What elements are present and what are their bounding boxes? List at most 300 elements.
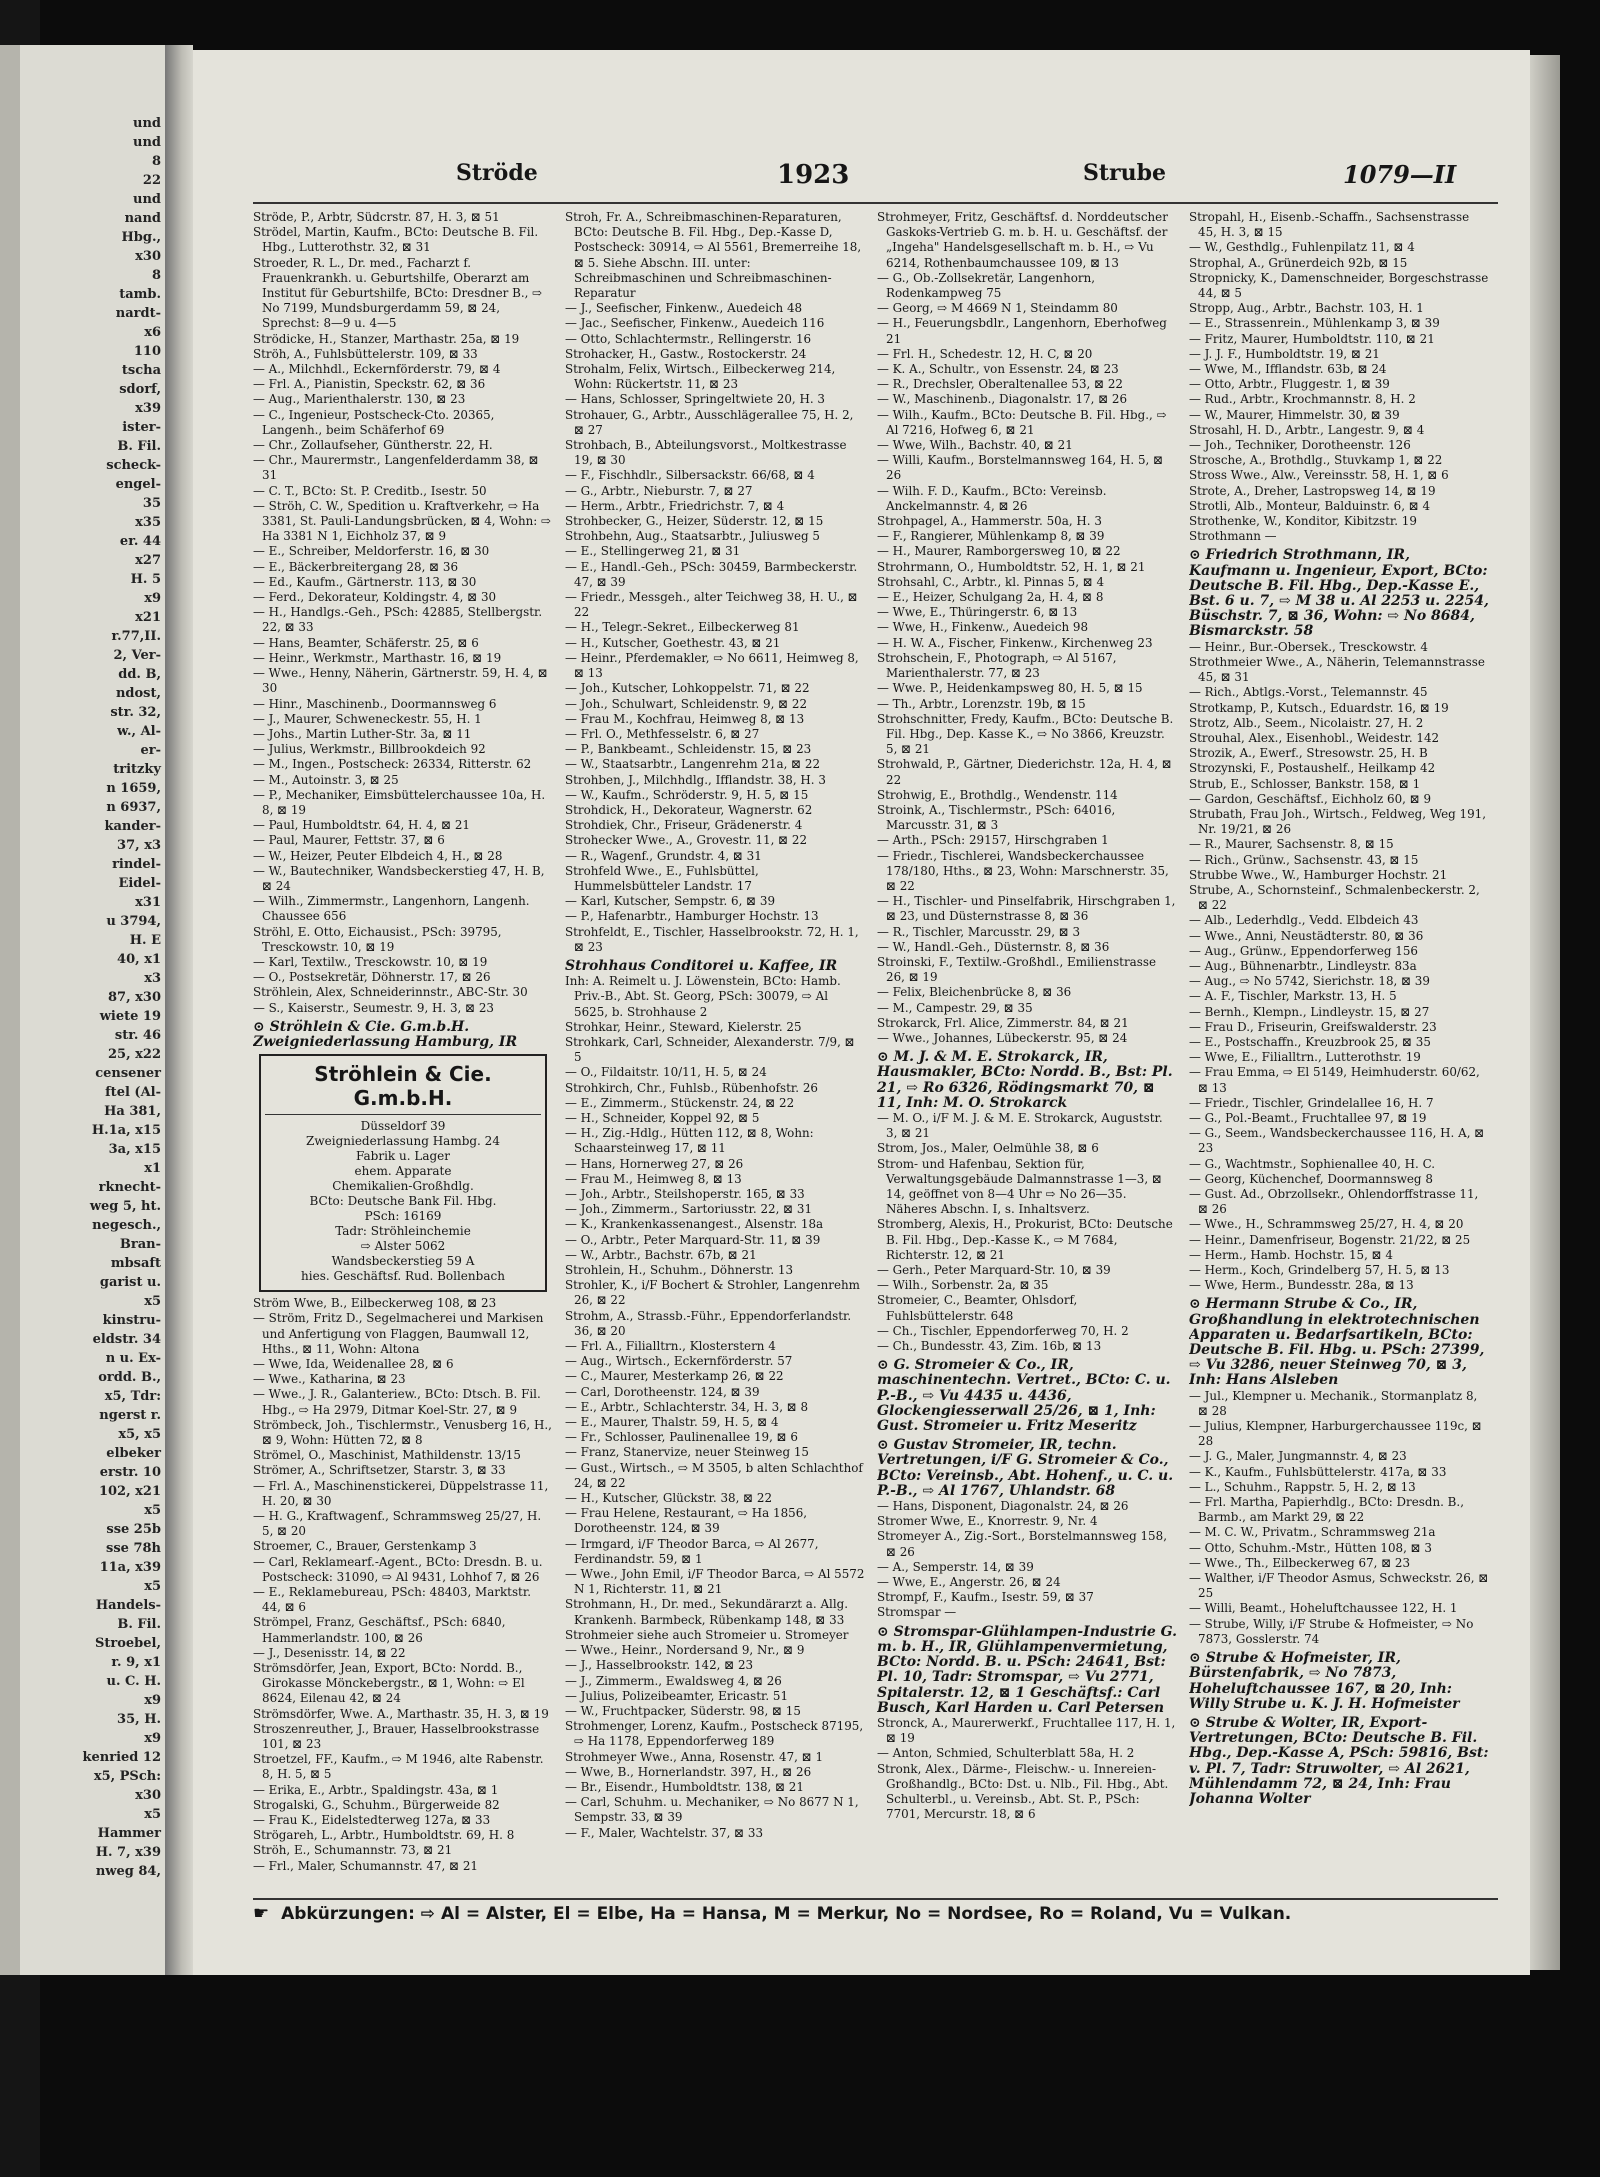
header-rule: [253, 202, 1498, 204]
directory-entry: — E., Schreiber, Meldorferstr. 16, ⊠ 30: [253, 544, 490, 559]
directory-entry: — Heinr., Werkmstr., Marthastr. 16, ⊠ 19: [253, 650, 502, 665]
previous-page-text: Eidel-: [118, 876, 161, 891]
directory-entry: — P., Mechaniker, Eimsbüttelerchaussee 10a, H. 8, ⊠ 19: [253, 787, 546, 817]
directory-entry: — R., Tischler, Marcusstr. 29, ⊠ 3: [877, 924, 1081, 939]
directory-entry: Strom, Jos., Maler, Oelmühle 38, ⊠ 6: [877, 1141, 1099, 1156]
directory-entry: — Hans, Hornerweg 27, ⊠ 26: [565, 1156, 744, 1171]
directory-entry: — Felix, Bleichenbrücke 8, ⊠ 36: [877, 985, 1072, 1000]
directory-entry: — Ströh, C. W., Spedition u. Kraftverkehr, ⇨ Ha 3381, St. Pauli-Landungsbrücken, ⊠ 4, Wohn: ⇨ Ha 3381 N 1, Eichholz 37, ⊠ 9: [253, 498, 552, 544]
previous-page-text: x5: [144, 1579, 161, 1594]
previous-page-text: ndost,: [115, 686, 161, 701]
directory-entry: — Wwe, Ida, Weidenallee 28, ⊠ 6: [253, 1356, 454, 1371]
advertisement-line: ehem. Apparate: [354, 1164, 452, 1179]
directory-entry: — Julius, Klempner, Harburgerchaussee 119c, ⊠ 28: [1189, 1419, 1482, 1449]
directory-entry: — Gardon, Geschäftsf., Eichholz 60, ⊠ 9: [1189, 791, 1432, 806]
advertisement-line: hies. Geschäftsf. Rud. Bollenbach: [301, 1269, 505, 1284]
previous-page-text: er. 44: [119, 534, 161, 549]
directory-entry: Stromer Wwe, E., Knorrestr. 9, Nr. 4: [877, 1514, 1098, 1529]
previous-page-text: 37, x3: [117, 838, 161, 853]
previous-page-text: 8: [151, 268, 161, 283]
previous-page-text: x9: [144, 1693, 161, 1708]
directory-entry: — G., Arbtr., Nieburstr. 7, ⊠ 27: [565, 483, 753, 498]
directory-entry: — Strube, Willy, i/F Strube & Hofmeister, ⇨ No 7873, Gosslerstr. 74: [1189, 1616, 1474, 1646]
directory-entry: Strohdiek, Chr., Friseur, Grädenerstr. 4: [565, 818, 803, 833]
directory-entry: — A., Milchhdl., Eckernförderstr. 79, ⊠ 4: [253, 362, 501, 377]
directory-entry: Strohmeyer Wwe., Anna, Rosenstr. 47, ⊠ 1: [565, 1749, 824, 1764]
directory-page: [193, 50, 1530, 1975]
previous-page-text: Handels-: [95, 1598, 161, 1613]
previous-page-text: x21: [135, 610, 161, 625]
directory-entry: Strohfeld Wwe., E., Fuhlsbüttel, Hummelsbütteler Landstr. 17: [565, 863, 759, 893]
previous-page-text: 102, x21: [98, 1484, 161, 1499]
directory-entry: — H., Maurer, Ramborgersweg 10, ⊠ 22: [877, 544, 1121, 559]
directory-entry: Strohdick, H., Dekorateur, Wagnerstr. 62: [565, 802, 813, 817]
directory-entry: — Otto, Arbtr., Fluggestr. 1, ⊠ 39: [1189, 377, 1390, 392]
directory-entry: — H. G., Kraftwagenf., Schrammsweg 25/27, H. 5, ⊠ 20: [253, 1509, 542, 1539]
previous-page-text: x5, x5: [118, 1427, 161, 1442]
previous-page-text: ordd. B.,: [98, 1370, 161, 1385]
directory-entry: — Frau D., Friseurin, Greifswalderstr. 23: [1189, 1019, 1437, 1034]
directory-entry: Strohm, A., Strassb.-Führ., Eppendorferlandstr. 36, ⊠ 20: [565, 1308, 852, 1338]
directory-entry: — Joh., Kutscher, Lohkoppelstr. 71, ⊠ 22: [565, 681, 810, 696]
directory-entry: Strohacker, H., Gastw., Rostockerstr. 24: [565, 346, 807, 361]
directory-entry: — Herm., Hamb. Hochstr. 15, ⊠ 4: [1189, 1247, 1393, 1262]
directory-entry: — Wwe, E., Thüringerstr. 6, ⊠ 13: [877, 605, 1078, 620]
previous-page-text: erstr. 10: [99, 1465, 161, 1480]
directory-entry: — E., Maurer, Thalstr. 59, H. 5, ⊠ 4: [565, 1415, 779, 1430]
previous-page-text: x9: [144, 1731, 161, 1746]
directory-entry: — Herm., Koch, Grindelberg 57, H. 5, ⊠ 13: [1189, 1263, 1450, 1278]
directory-entry: Strohmeyer, Fritz, Geschäftsf. d. Norddeutscher Gaskoks-Vertrieb G. m. b. H. u. Geschäftsf. der „Ingeha" Handelsgesellschaft m. b. H., ⇨ Vu 6214, Rothenbaumchaussee 109, ⊠ 13: [877, 210, 1168, 270]
directory-entry: — Heinr., Pferdemakler, ⇨ No 6611, Heimweg 8, ⊠ 13: [565, 650, 859, 681]
directory-entry: — Rich., Grünw., Sachsenstr. 43, ⊠ 15: [1189, 852, 1419, 867]
running-header: [193, 160, 1530, 200]
directory-entry: — L., Schuhm., Rappstr. 5, H. 2, ⊠ 13: [1189, 1479, 1416, 1494]
directory-entry: — Wwe., H., Schrammsweg 25/27, H. 4, ⊠ 20: [1189, 1217, 1464, 1232]
directory-entry: Ström Wwe, B., Eilbeckerweg 108, ⊠ 23: [253, 1296, 497, 1311]
directory-entry: — Willi, Beamt., Hoheluftchaussee 122, H. 1: [1189, 1601, 1458, 1616]
directory-entry: Strothmeier Wwe., A., Näherin, Telemannstrasse 45, ⊠ 31: [1189, 654, 1485, 685]
directory-entry: Strohrmann, O., Humboldtstr. 52, H. 1, ⊠ 21: [877, 559, 1146, 574]
pointing-hand-icon: ☛: [253, 1903, 270, 1924]
directory-entry: Strömel, O., Maschinist, Mathildenstr. 13/15: [253, 1448, 521, 1463]
directory-entry: Strubath, Frau Joh., Wirtsch., Feldweg, Weg 191, Nr. 19/21, ⊠ 26: [1189, 806, 1486, 837]
directory-entry: — Willi, Kaufm., Borstelmannsweg 164, H. 5, ⊠ 26: [877, 453, 1164, 483]
directory-entry: — Wwe, H., Finkenw., Auedeich 98: [877, 620, 1089, 635]
directory-entry: — Frl. A., Pianistin, Speckstr. 62, ⊠ 36: [253, 377, 486, 392]
directory-entry: — Wwe., Heinr., Nordersand 9, Nr., ⊠ 9: [565, 1643, 805, 1658]
previous-page-text: eldstr. 34: [92, 1332, 161, 1347]
directory-entry: Strohlein, H., Schuhm., Döhnerstr. 13: [565, 1263, 794, 1278]
directory-entry: Strohkirch, Chr., Fuhlsb., Rübenhofstr. 26: [565, 1080, 818, 1095]
directory-entry: — Aug., Grünw., Eppendorferweg 156: [1189, 943, 1418, 958]
previous-page-text: n u. Ex-: [105, 1351, 161, 1366]
directory-entry: — Joh., Schulwart, Schleidenstr. 9, ⊠ 22: [565, 696, 808, 711]
directory-entry: — Ström, Fritz D., Segelmacherei und Markisen und Anfertigung von Flaggen, Baumwall 12, Hths., ⊠ 11, Wohn: Altona: [253, 1311, 544, 1356]
directory-entry: Strohwald, P., Gärtner, Diederichstr. 12a, H. 4, ⊠ 22: [877, 757, 1172, 787]
previous-page-text: ister-: [122, 420, 161, 435]
directory-entry: — Frl. H., Schedestr. 12, H. C, ⊠ 20: [877, 346, 1093, 361]
directory-entry: — Otto, Schlachtermstr., Rellingerstr. 16: [565, 331, 812, 346]
previous-page-text: x5, PSch:: [93, 1769, 161, 1784]
directory-entry: Inh: A. Reimelt u. J. Löwenstein, BCto: Hamb. Priv.-B., Abt. St. Georg, PSch: 30079, ⇨ Al 5625, b. Strohhause 2: [565, 974, 841, 1019]
previous-page-text: und: [133, 192, 161, 207]
directory-entry: — G., Ob.-Zollsekretär, Langenhorn, Rodenkampweg 75: [877, 270, 1096, 301]
previous-page-text: 25, x22: [108, 1047, 161, 1062]
directory-entry: — Joh., Zimmerm., Sartoriusstr. 22, ⊠ 31: [565, 1202, 813, 1217]
directory-entry: Stromeier, C., Beamter, Ohlsdorf, Fuhlsbüttelerstr. 648: [877, 1293, 1078, 1323]
directory-entry: Strömbeck, Joh., Tischlermstr., Venusberg 16, H., ⊠ 9, Wohn: Hütten 72, ⊠ 8: [253, 1417, 552, 1447]
directory-entry: Strohalm, Felix, Wirtsch., Eilbeckerweg 214, Wohn: Rückertstr. 11, ⊠ 23: [565, 362, 836, 392]
previous-page-text: x5: [144, 1294, 161, 1309]
directory-entry: Strödicke, H., Stanzer, Marthastr. 25a, ⊠ 19: [253, 331, 520, 346]
directory-entry: — Aug., Wirtsch., Eckernförderstr. 57: [565, 1354, 793, 1369]
previous-page-text: x27: [135, 553, 161, 568]
previous-page-text: n 6937,: [106, 800, 161, 815]
directory-entry: — Carl, Reklamearf.-Agent., BCto: Dresdn. B. u. Postscheck: 31090, ⇨ Al 9431, Lohhof 7, ⊠ 26: [253, 1554, 543, 1584]
directory-entry: Strouhal, Alex., Eisenhobl., Weidestr. 142: [1189, 730, 1440, 745]
directory-entry: — P., Bankbeamt., Schleidenstr. 15, ⊠ 23: [565, 742, 812, 757]
directory-entry: — Bernh., Klempn., Lindleystr. 15, ⊠ 27: [1189, 1004, 1430, 1019]
advertisement-line: Wandsbeckerstieg 59 A: [331, 1254, 475, 1269]
page-edge-right: [1530, 55, 1560, 1970]
directory-entry: — M., Campestr. 29, ⊠ 35: [877, 1000, 1033, 1015]
directory-entry: — Arth., PSch: 29157, Hirschgraben 1: [877, 833, 1109, 848]
directory-entry: — M. O., i/F M. J. & M. E. Strokarck, Auguststr. 3, ⊠ 21: [877, 1110, 1163, 1141]
directory-entry: — E., Zimmerm., Stückenstr. 24, ⊠ 22: [565, 1095, 795, 1110]
advertisement-line: PSch: 16169: [364, 1209, 442, 1224]
directory-entry: ⊙ Strube & Hofmeister, IR, Bürstenfabrik, ⇨ No 7873, Hoheluftchaussee 167, ⊠ 20, Inh: Willy Strube u. K. J. H. Hofmeister: [1189, 1650, 1460, 1712]
advertisement-box: [259, 1054, 547, 1292]
directory-entry: Strohschnitter, Fredy, Kaufm., BCto: Deutsche B. Fil. Hbg., Dep. Kasse K., ⇨ No 3866, Kreuzstr. 5, ⊠ 21: [877, 711, 1174, 757]
directory-entry: — H., Zig.-Hdlg., Hütten 112, ⊠ 8, Wohn: Schaarsteinweg 17, ⊠ 11: [565, 1126, 814, 1156]
directory-entry: — W., Maschinenb., Diagonalstr. 17, ⊠ 26: [877, 392, 1128, 407]
directory-entry: Strom- und Hafenbau, Sektion für, Verwaltungsgebäude Dalmannstrasse 1—3, ⊠ 14, geöffnet von 8—4 Uhr ⇨ No 26—35. Näheres Abschn. I, s. Inhaltsverz.: [877, 1156, 1162, 1217]
directory-entry: — Frau Helene, Restaurant, ⇨ Ha 1856, Dorotheenstr. 124, ⊠ 39: [565, 1506, 808, 1536]
previous-page-text: engel-: [115, 477, 161, 492]
directory-entry: — Wwe, E., Angerstr. 26, ⊠ 24: [877, 1575, 1061, 1590]
directory-entry: — M., Autoinstr. 3, ⊠ 25: [253, 772, 399, 787]
directory-entry: — H. W. A., Fischer, Finkenw., Kirchenweg 23: [877, 635, 1153, 650]
directory-entry: — Georg, ⇨ M 4669 N 1, Steindamm 80: [877, 301, 1118, 316]
directory-entry: — J. G., Maler, Jungmannstr. 4, ⊠ 23: [1189, 1449, 1407, 1464]
directory-entry: — Friedr., Tischlerei, Wandsbeckerchaussee 178/180, Hths., ⊠ 23, Wohn: Marschnerstr. 35, ⊠ 22: [877, 848, 1169, 893]
directory-entry: — M. C. W., Privatm., Schrammsweg 21a: [1189, 1525, 1436, 1540]
directory-entry: Strödel, Martin, Kaufm., BCto: Deutsche B. Fil. Hbg., Lutterothstr. 32, ⊠ 31: [253, 225, 539, 255]
previous-page-text: kinstru-: [102, 1313, 161, 1328]
directory-entry: — Paul, Humboldtstr. 64, H. 4, ⊠ 21: [253, 818, 470, 833]
directory-entry: — Wwe, B., Hornerlandstr. 397, H., ⊠ 26: [565, 1764, 812, 1779]
directory-entry: — W., Fruchtpacker, Süderstr. 98, ⊠ 15: [565, 1703, 801, 1718]
previous-page-text: Bran-: [119, 1237, 161, 1252]
directory-entry: — R., Wagenf., Grundstr. 4, ⊠ 31: [565, 848, 762, 863]
directory-entry: — Chr., Maurermstr., Langenfelderdamm 38, ⊠ 31: [253, 453, 539, 483]
directory-entry: — A., Semperstr. 14, ⊠ 39: [877, 1559, 1034, 1574]
directory-entry: Strohwig, E., Brothdlg., Wendenstr. 114: [877, 787, 1118, 802]
directory-entry: — H., Kutscher, Goethestr. 43, ⊠ 21: [565, 635, 781, 650]
directory-entry: Strögareh, L., Arbtr., Humboldtstr. 69, H. 8: [253, 1828, 515, 1843]
directory-entry: — W., Kaufm., Schröderstr. 9, H. 5, ⊠ 15: [565, 787, 809, 802]
previous-page-text: ngerst r.: [99, 1408, 161, 1423]
directory-entry: — F., Fischhdlr., Silbersackstr. 66/68, ⊠ 4: [565, 468, 815, 483]
header-year: 1923: [777, 160, 850, 190]
directory-entry: — Frl. A., Maschinenstickerei, Düppelstrasse 11, H. 20, ⊠ 30: [253, 1478, 549, 1508]
previous-page-text: x1: [144, 1161, 161, 1176]
previous-page-text: ftel (Al-: [105, 1085, 161, 1100]
directory-entry: Stronck, A., Maurerwerkf., Fruchtallee 117, H. 1, ⊠ 19: [877, 1715, 1176, 1746]
previous-page-text: H. 7, x39: [95, 1845, 161, 1860]
directory-entry: — W., Maurer, Himmelstr. 30, ⊠ 39: [1189, 407, 1400, 422]
column-1: [253, 210, 553, 1890]
column-3: [877, 210, 1177, 1890]
directory-entry: — E., Postschaffn., Kreuzbrook 25, ⊠ 35: [1189, 1034, 1431, 1049]
previous-page-text: garist u.: [99, 1275, 161, 1290]
directory-entry: Stromberg, Alexis, H., Prokurist, BCto: Deutsche B. Fil. Hbg., Dep.-Kasse K., ⇨ M 7684, Richterstr. 12, ⊠ 21: [877, 1217, 1173, 1262]
directory-entry: — Jac., Seefischer, Finkenw., Auedeich 116: [565, 316, 825, 331]
previous-page-text: r.77,II.: [111, 629, 161, 644]
directory-entry: Stropnicky, K., Damenschneider, Borgeschstrasse 44, ⊠ 5: [1189, 270, 1489, 301]
directory-entry: — C., Ingenieur, Postscheck-Cto. 20365, Langenh., beim Schäferhof 69: [253, 407, 495, 437]
previous-page-text: sdorf,: [119, 382, 161, 397]
directory-entry: — G., Wachtmstr., Sophienallee 40, H. C.: [1189, 1156, 1436, 1171]
directory-entry: — Wwe., Johannes, Lübeckerstr. 95, ⊠ 24: [877, 1030, 1128, 1045]
previous-page-text: u. C. H.: [106, 1674, 161, 1689]
directory-entry: — W., Heizer, Peuter Elbdeich 4, H., ⊠ 28: [253, 848, 503, 863]
previous-page-text: x39: [135, 401, 161, 416]
previous-page-text: B. Fil.: [117, 439, 161, 454]
directory-entry: — O., Fildaitstr. 10/11, H. 5, ⊠ 24: [565, 1065, 767, 1080]
previous-page-text: rknecht-: [98, 1180, 161, 1195]
previous-page-text: 11a, x39: [99, 1560, 161, 1575]
directory-entry: ⊙ G. Stromeier & Co., IR, maschinentechn. Vertret., BCto: C. u. P.-B., ⇨ Vu 4435 u. 4436, Glockengiesserwall 25/26, ⊠ 1, Inh: Gust. Stromeier u. Fritz Meseritz: [877, 1357, 1171, 1435]
directory-entry: Strote, A., Dreher, Lastropsweg 14, ⊠ 19: [1189, 483, 1436, 498]
directory-entry: — Joh., Techniker, Dorotheenstr. 126: [1189, 438, 1411, 453]
directory-entry: ⊙ M. J. & M. E. Strokarck, IR, Hausmakler, BCto: Nordd. B., Bst: Pl. 21, ⇨ Ro 6326, Rödingsmarkt 70, ⊠ 11, Inh: M. O. Strokarck: [877, 1049, 1173, 1111]
advertisement-line: BCto: Deutsche Bank Fil. Hbg.: [309, 1194, 497, 1209]
directory-entry: ⊙ Ströhlein & Cie. G.m.b.H. Zweigniederlassung Hamburg, IR: [253, 1018, 518, 1050]
previous-page-text: 110: [133, 344, 161, 359]
previous-page-text: H. 5: [130, 572, 161, 587]
directory-entry: — Ch., Tischler, Eppendorferweg 70, H. 2: [877, 1323, 1129, 1338]
directory-entry: — Karl, Kutscher, Sempstr. 6, ⊠ 39: [565, 894, 776, 909]
directory-entry: Ströh, E., Schumannstr. 73, ⊠ 21: [253, 1843, 453, 1858]
directory-entry: — Georg, Küchenchef, Doormannsweg 8: [1189, 1171, 1433, 1186]
previous-page-text: Stroebel,: [94, 1636, 161, 1651]
directory-entry: Strohecker Wwe., A., Grovestr. 11, ⊠ 22: [565, 833, 808, 848]
previous-page-fragment: [0, 45, 165, 1975]
directory-entry: Stroetzel, FF., Kaufm., ⇨ M 1946, alte Rabenstr. 8, H. 5, ⊠ 5: [253, 1752, 544, 1782]
directory-entry: — Carl, Dorotheenstr. 124, ⊠ 39: [565, 1384, 760, 1399]
directory-entry: Strohbehn, Aug., Staatsarbtr., Juliusweg 5: [565, 529, 820, 544]
directory-entry: Strokarck, Frl. Alice, Zimmerstr. 84, ⊠ 21: [877, 1015, 1129, 1030]
previous-page-text: kander-: [104, 819, 161, 834]
previous-page-text: und: [133, 116, 161, 131]
directory-entry: — Gust., Wirtsch., ⇨ M 3505, b alten Schlachthof 24, ⊠ 22: [565, 1460, 863, 1490]
directory-entry: Strömpel, Franz, Geschäftsf., PSch: 6840, Hammerlandstr. 100, ⊠ 26: [253, 1615, 506, 1645]
directory-entry: — Heinr., Bur.-Obersek., Tresckowstr. 4: [1189, 639, 1428, 654]
directory-entry: — A. F., Tischler, Markstr. 13, H. 5: [1189, 989, 1397, 1004]
directory-entry: Stroemer, C., Brauer, Gerstenkamp 3: [253, 1539, 477, 1554]
directory-entry: Strubbe Wwe., W., Hamburger Hochstr. 21: [1189, 867, 1448, 882]
directory-entry: — E., Strassenrein., Mühlenkamp 3, ⊠ 39: [1189, 316, 1440, 331]
directory-entry: — Br., Eisendr., Humboldtstr. 138, ⊠ 21: [565, 1779, 804, 1794]
directory-entry: — Erika, E., Arbtr., Spaldingstr. 43a, ⊠ 1: [253, 1782, 499, 1797]
previous-page-text: rindel-: [112, 857, 161, 872]
advertisement-lines: [265, 1119, 541, 1284]
directory-entry: Strozik, A., Ewerf., Stresowstr. 25, H. B: [1189, 746, 1428, 761]
previous-page-text: wiete 19: [99, 1009, 161, 1024]
previous-page-text: scheck-: [106, 458, 161, 473]
directory-entry: — Wwe, E., Filialltrn., Lutterothstr. 19: [1189, 1050, 1421, 1065]
directory-entry: ⊙ Gustav Stromeier, IR, techn. Vertretungen, i/F G. Stromeier & Co., BCto: Vereinsb., Abt. Hohenf., u. C. u. P.-B., ⇨ Al 1767, Uhlandstr. 68: [877, 1437, 1174, 1499]
column-1-entries-bottom: [253, 1296, 553, 1874]
directory-entry: Strothmann —: [1189, 529, 1277, 544]
previous-page-text: nardt-: [115, 306, 161, 321]
directory-entry: — H., Schneider, Koppel 92, ⊠ 5: [565, 1110, 760, 1125]
header-right-word: Strube: [1083, 160, 1167, 186]
directory-entry: — Aug., ⇨ No 5742, Sierichstr. 18, ⊠ 39: [1189, 974, 1430, 989]
directory-entry: Strosahl, H. D., Arbtr., Langestr. 9, ⊠ 4: [1189, 422, 1425, 437]
directory-entry: — J., Hasselbrookstr. 142, ⊠ 23: [565, 1658, 754, 1673]
directory-entry: — E., Arbtr., Schlachterstr. 34, H. 3, ⊠ 8: [565, 1399, 809, 1414]
directory-entry: — Franz, Stanervize, neuer Steinweg 15: [565, 1445, 809, 1460]
previous-page-text: weg 5, ht.: [89, 1199, 161, 1214]
directory-entry: Strohsahl, C., Arbtr., kl. Pinnas 5, ⊠ 4: [877, 574, 1105, 589]
previous-page-text: x30: [135, 1788, 161, 1803]
abbreviations-text: Abkürzungen: ⇨ Al = Alster, El = Elbe, Ha = Hansa, M = Merkur, No = Nordsee, Ro = Roland, Vu = Vulkan.: [281, 1904, 1292, 1924]
directory-entry: — Wwe, M., Ifflandstr. 63b, ⊠ 24: [1189, 362, 1387, 377]
directory-entry: — F., Rangierer, Mühlenkamp 8, ⊠ 39: [877, 529, 1105, 544]
directory-entry: — R., Drechsler, Oberaltenallee 53, ⊠ 22: [877, 377, 1123, 392]
directory-entry: Strömsdörfer, Wwe. A., Marthastr. 35, H. 3, ⊠ 19: [253, 1706, 549, 1721]
directory-entry: — Jul., Klempner u. Mechanik., Stormanplatz 8, ⊠ 28: [1189, 1388, 1478, 1418]
directory-entry: Strohben, J., Milchhdlg., Ifflandstr. 38, H. 3: [565, 772, 826, 787]
previous-page-text: r. 9, x1: [111, 1655, 161, 1670]
directory-entry: — C. T., BCto: St. P. Creditb., Isestr. 50: [253, 483, 487, 498]
directory-entry: — Wilh., Sorbenstr. 2a, ⊠ 35: [877, 1278, 1049, 1293]
directory-entry: — Wilh., Zimmermstr., Langenhorn, Langenh. Chaussee 656: [253, 894, 530, 924]
directory-entry: Strube, A., Schornsteinf., Schmalenbeckerstr. 2, ⊠ 22: [1189, 882, 1480, 913]
previous-page-text: H. E: [129, 933, 161, 948]
directory-entry: — J., Seefischer, Finkenw., Auedeich 48: [565, 301, 803, 316]
directory-entry: — Herm., Arbtr., Friedrichstr. 7, ⊠ 4: [565, 498, 785, 513]
page-number: 1079—II: [1343, 160, 1457, 189]
directory-entry: Stropp, Aug., Arbtr., Bachstr. 103, H. 1: [1189, 301, 1424, 316]
directory-entry: Strohfeldt, E., Tischler, Hasselbrookstr. 72, H. 1, ⊠ 23: [565, 924, 859, 954]
directory-entry: — Hans, Schlosser, Springeltwiete 20, H. 3: [565, 392, 825, 407]
previous-page-text: 8: [151, 154, 161, 169]
directory-entry: — S., Kaiserstr., Seumestr. 9, H. 3, ⊠ 23: [253, 1000, 494, 1015]
directory-entry: — Ed., Kaufm., Gärtnerstr. 113, ⊠ 30: [253, 574, 477, 589]
previous-page-text: kenried 12: [82, 1750, 161, 1765]
directory-entry: Stropahl, H., Eisenb.-Schaffn., Sachsenstrasse 45, H. 3, ⊠ 15: [1189, 210, 1470, 240]
directory-entry: — J., Desenisstr. 14, ⊠ 22: [253, 1645, 406, 1660]
directory-entry: Strozynski, F., Postaushelf., Heilkamp 42: [1189, 761, 1436, 776]
previous-page-text: x3: [144, 971, 161, 986]
directory-entry: Strohler, K., i/F Bochert & Strohler, Langenrehm 26, ⊠ 22: [565, 1278, 860, 1308]
directory-entry: Ströh, A., Fuhlsbüttelerstr. 109, ⊠ 33: [253, 346, 478, 361]
directory-entry: Strohmeier siehe auch Stromeier u. Stromeyer: [565, 1627, 849, 1642]
previous-page-text: tscha: [121, 363, 161, 378]
directory-entry: — G., Pol.-Beamt., Fruchtallee 97, ⊠ 19: [1189, 1110, 1427, 1125]
directory-entry: Stronk, Alex., Därme-, Fleischw.- u. Innereien-Großhandlg., BCto: Dst. u. Nlb., Fil. Hbg., Abt. Schulterbl., u. Vereinsb., Abt. St. P., PSch: 7701, Mercurstr. 18, ⊠ 6: [877, 1761, 1169, 1822]
directory-entry: — Wwe., John Emil, i/F Theodor Barca, ⇨ Al 5572 N 1, Richterstr. 11, ⊠ 21: [565, 1567, 865, 1597]
directory-entry: — Wilh. F. D., Kaufm., BCto: Vereinsb. Anckelmannstr. 4, ⊠ 26: [877, 483, 1107, 513]
directory-entry: — J., Maurer, Schweneckestr. 55, H. 1: [253, 711, 482, 726]
directory-entry: — Irmgard, i/F Theodor Barca, ⇨ Al 2677, Ferdinandstr. 59, ⊠ 1: [565, 1536, 819, 1566]
directory-entry: Strohmenger, Lorenz, Kaufm., Postscheck 87195, ⇨ Ha 1178, Eppendorferweg 189: [565, 1719, 864, 1749]
previous-page-text: x5: [144, 1807, 161, 1822]
previous-page-text: 22: [142, 173, 161, 188]
advertisement-line: Chemikalien-Großhdlg.: [332, 1179, 474, 1194]
previous-page-text: 35, H.: [117, 1712, 161, 1727]
directory-entry: — Gust. Ad., Obrzollsekr., Ohlendorffstrasse 11, ⊠ 26: [1189, 1187, 1479, 1217]
previous-page-shadow: [0, 45, 20, 1975]
previous-page-text: x31: [135, 895, 161, 910]
directory-entry: Strohbach, B., Abteilungsvorst., Moltkestrasse 19, ⊠ 30: [565, 438, 847, 468]
directory-entry: — Walther, i/F Theodor Asmus, Schweckstr. 26, ⊠ 25: [1189, 1571, 1489, 1601]
directory-entry: — H., Telegr.-Sekret., Eilbeckerweg 81: [565, 620, 800, 635]
directory-entry: — H., Kutscher, Glückstr. 38, ⊠ 22: [565, 1491, 773, 1506]
directory-entry: — H., Handlgs.-Geh., PSch: 42885, Stellbergstr. 22, ⊠ 33: [253, 605, 543, 635]
directory-entry: — Friedr., Messgeh., alter Teichweg 38, H. U., ⊠ 22: [565, 590, 858, 620]
previous-page-text: x6: [144, 325, 161, 340]
directory-entry: — Ferd., Dekorateur, Koldingstr. 4, ⊠ 30: [253, 590, 497, 605]
directory-entry: Strohschein, F., Photograph, ⇨ Al 5167, Marienthalerstr. 77, ⊠ 23: [877, 650, 1117, 681]
directory-entry: — W., Staatsarbtr., Langenrehm 21a, ⊠ 22: [565, 757, 821, 772]
directory-entry: — K., Kaufm., Fuhlsbüttelerstr. 417a, ⊠ 33: [1189, 1464, 1447, 1479]
directory-entry: — Frau K., Eidelstedterweg 127a, ⊠ 33: [253, 1813, 491, 1828]
book-gutter: [165, 45, 193, 1975]
directory-entry: — Frl. Martha, Papierhdlg., BCto: Dresdn. B., Barmb., am Markt 29, ⊠ 22: [1189, 1495, 1464, 1525]
directory-entry: — Wilh., Kaufm., BCto: Deutsche B. Fil. Hbg., ⇨ Al 7216, Hofweg 6, ⊠ 21: [877, 407, 1167, 437]
previous-page-text: 87, x30: [108, 990, 161, 1005]
directory-entry: Ströhlein, Alex, Schneiderinnstr., ABC-Str. 30: [253, 985, 528, 1000]
advertisement-line: Düsseldorf 39: [360, 1119, 446, 1134]
directory-entry: — E., Heizer, Schulgang 2a, H. 4, ⊠ 8: [877, 590, 1104, 605]
directory-entry: — Julius, Polizeibeamter, Ericastr. 51: [565, 1688, 789, 1703]
directory-entry: — Wwe., J. R., Galanteriew., BCto: Dtsch. B. Fil. Hbg., ⇨ Ha 2979, Ditmar Koel-Str. 27, ⊠ 9: [253, 1387, 541, 1417]
directory-entry: Strömsdörfer, Jean, Export, BCto: Nordd. B., Girokasse Mönckebergstr., ⊠ 1, Wohn: ⇨ El 8624, Eilenau 42, ⊠ 24: [253, 1661, 525, 1706]
advertisement-line: Tadr: Ströhleinchemie: [335, 1224, 471, 1239]
directory-entry: — Alb., Lederhdlg., Vedd. Elbdeich 43: [1189, 913, 1419, 928]
directory-entry: Ströhl, E. Otto, Eichausist., PSch: 39795, Tresckowstr. 10, ⊠ 19: [253, 924, 502, 954]
directory-entry: Stroszenreuther, J., Brauer, Hasselbrookstrasse 101, ⊠ 23: [253, 1721, 540, 1752]
directory-entry: — Gerh., Peter Marquard-Str. 10, ⊠ 39: [877, 1263, 1111, 1278]
directory-entry: Strothenke, W., Konditor, Kibitzstr. 19: [1189, 514, 1417, 529]
directory-entry: — Julius, Werkmstr., Billbrookdeich 92: [253, 742, 486, 757]
directory-entry: — Joh., Arbtr., Steilshoperstr. 165, ⊠ 33: [565, 1187, 805, 1201]
directory-entry: — Frl. A., Filialltrn., Klosterstern 4: [565, 1339, 776, 1354]
directory-entry: — Wwe, Herm., Bundesstr. 28a, ⊠ 13: [1189, 1278, 1414, 1293]
directory-entry: — Friedr., Tischler, Grindelallee 16, H. 7: [1189, 1095, 1434, 1110]
header-left-word: Ströde: [456, 160, 538, 186]
directory-entry: Strohpagel, A., Hammerstr. 50a, H. 3: [877, 514, 1102, 529]
directory-columns: [253, 210, 1498, 1890]
previous-page-text: censener: [95, 1066, 161, 1081]
directory-entry: — E., Bäckerbreitergang 28, ⊠ 36: [253, 559, 459, 574]
previous-page-text: w., Al-: [117, 724, 161, 739]
directory-entry: — Paul, Maurer, Fettstr. 37, ⊠ 6: [253, 833, 445, 848]
directory-entry: — Wwe. P., Heidenkampsweg 80, H. 5, ⊠ 15: [877, 681, 1143, 696]
directory-entry: — K. A., Schultr., von Essenstr. 24, ⊠ 23: [877, 362, 1119, 377]
directory-entry: — Aug., Marienthalerstr. 130, ⊠ 23: [253, 392, 466, 407]
previous-page-text: u 3794,: [106, 914, 161, 929]
advertisement-title: Ströhlein & Cie. G.m.b.H.: [265, 1062, 541, 1115]
previous-page-text: Ha 381,: [104, 1104, 161, 1119]
directory-entry: — Th., Arbtr., Lorenzstr. 19b, ⊠ 15: [877, 696, 1086, 711]
directory-entry: Strohauer, G., Arbtr., Ausschlägerallee 75, H. 2, ⊠ 27: [565, 407, 854, 437]
